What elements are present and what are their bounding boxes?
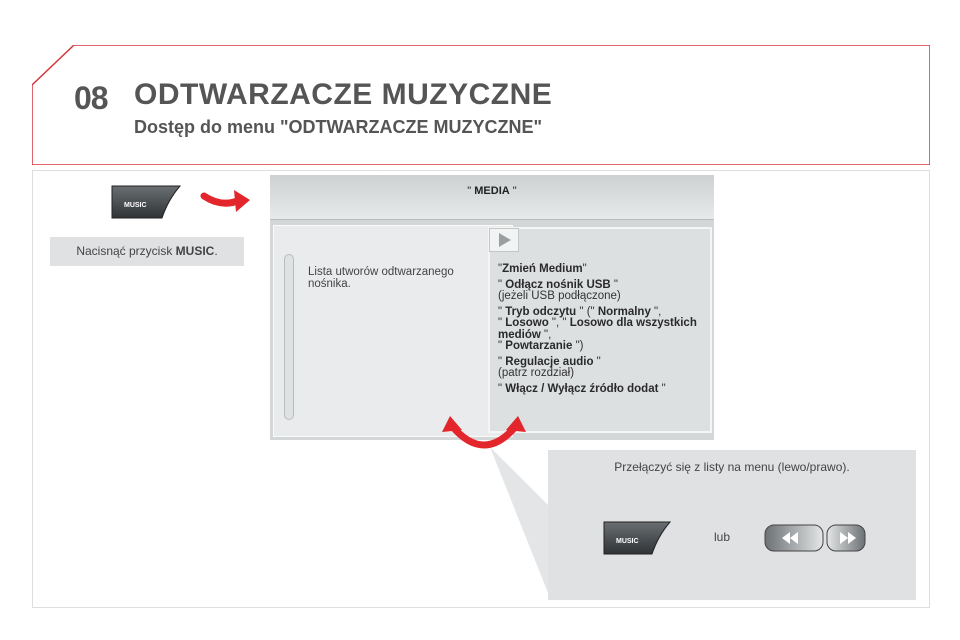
track-list-description: Lista utworów odtwarzanego nośnika. — [308, 266, 454, 290]
music-button-alt[interactable] — [602, 520, 672, 556]
track-list-panel[interactable] — [273, 225, 513, 437]
music-button-alt-label: MUSIC — [616, 538, 639, 545]
screen-title — [270, 185, 714, 197]
list-scrollbar[interactable] — [284, 254, 294, 420]
fast-forward-icon — [826, 524, 866, 552]
menu-item-read-mode[interactable]: " Tryb odczytu " (" Normalny ", " Losowo ", " Losowo dla wszystkich mediów ", " Powtarzanie ") — [498, 305, 697, 352]
menu-item-aux-source[interactable]: " Włącz / Wyłącz źródło dodat " — [498, 382, 666, 395]
instruction-suffix: . — [214, 244, 218, 258]
instruction-button-name: MUSIC — [175, 244, 215, 258]
or-label: lub — [714, 530, 731, 544]
chapter-number: 08 — [74, 80, 108, 116]
instruction-prefix: Nacisnąć przycisk — [76, 244, 176, 258]
music-button[interactable] — [110, 184, 182, 220]
play-icon — [490, 229, 518, 251]
music-button-label: MUSIC — [124, 202, 147, 209]
screen-title-quote-close: " — [509, 185, 517, 197]
page-subtitle: Dostęp do menu "ODTWARZACZE MUZYCZNE" — [134, 117, 543, 137]
screen-title-quote-open: " — [467, 185, 475, 197]
left-right-arrow-icon — [438, 412, 530, 456]
page-title: ODTWARZACZE MUZYCZNE — [134, 78, 553, 111]
screen-title-text: MEDIA — [474, 185, 510, 197]
rewind-button[interactable] — [764, 524, 824, 557]
menu-item-audio-settings[interactable]: " Regulacje audio " (patrz rozdział) — [498, 355, 601, 379]
instruction-switch-text: Przełączyć się z listy na menu (lewo/prawo). — [614, 460, 850, 474]
play-button[interactable] — [489, 228, 519, 252]
media-screen — [270, 175, 714, 440]
fast-forward-button[interactable] — [826, 524, 866, 557]
callout-pointer — [486, 445, 552, 595]
menu-item-change-medium[interactable]: "Zmień Medium" — [498, 263, 587, 275]
screen-title-bar — [270, 175, 714, 220]
instruction-press-music — [50, 237, 244, 266]
rewind-icon — [764, 524, 824, 552]
arrow-right-icon — [200, 186, 252, 220]
menu-item-disconnect-usb[interactable]: " Odłącz nośnik USB " (jeżeli USB podłączone) — [498, 278, 621, 302]
media-menu-items — [498, 264, 698, 399]
